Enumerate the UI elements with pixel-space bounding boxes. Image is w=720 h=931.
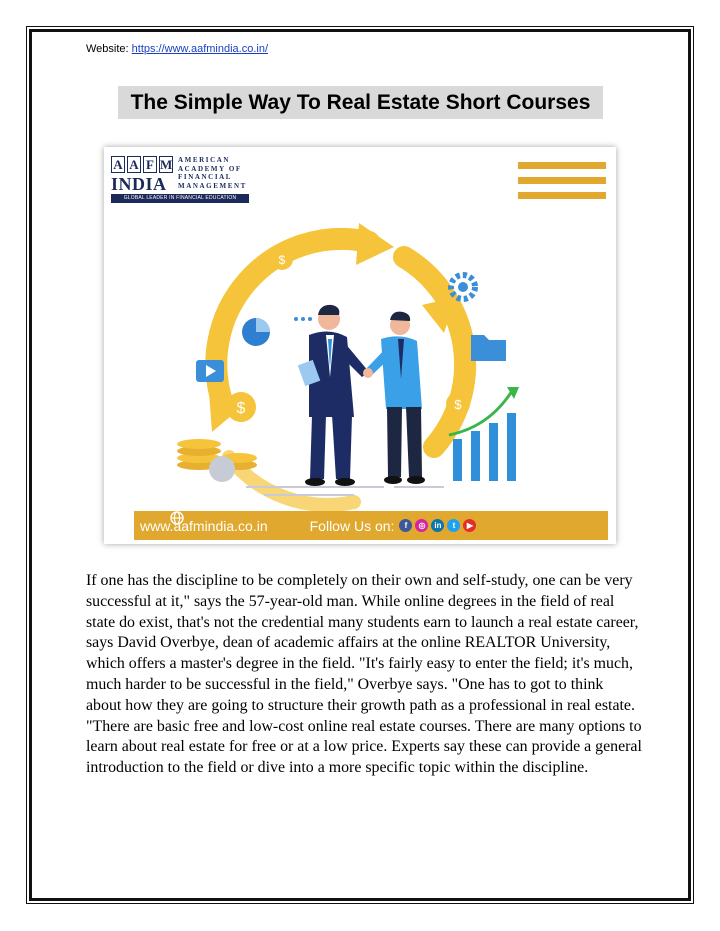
- banner-image: [104, 147, 616, 544]
- logo-tagline: GLOBAL LEADER IN FINANCIAL EDUCATION: [111, 194, 249, 203]
- page-title: The Simple Way To Real Estate Short Courses: [118, 86, 603, 119]
- youtube-icon: ▶: [463, 519, 476, 532]
- globe-icon: [170, 511, 184, 525]
- dots-decoration: [294, 317, 312, 321]
- businessman-left: [298, 305, 369, 486]
- logo-name-line: MANAGEMENT: [178, 181, 247, 190]
- instagram-icon: ◎: [415, 519, 428, 532]
- linkedin-icon: in: [431, 519, 444, 532]
- twitter-icon: t: [447, 519, 460, 532]
- logo-letter: A: [111, 156, 125, 173]
- businessman-right: [363, 312, 425, 484]
- logo-name: [178, 156, 248, 190]
- aafm-logo: [111, 156, 247, 201]
- pie-chart-icon: [242, 318, 270, 346]
- banner-footer-bar: [134, 511, 608, 540]
- footer-follow-label: Follow Us on:: [309, 517, 395, 534]
- social-icons: [399, 519, 476, 532]
- logo-letter: A: [127, 156, 141, 173]
- body-paragraph: If one has the discipline to be completely on their own and self-study, one can be very successful at it," says the 57-year-old man. While online degrees in the field of real state do exist, that's not the credential many students earn to launch a real estate career, says David Overbye, dean of academic affairs at the online REALTOR University, which offers a master's degree in the field. "It's fairly easy to enter the field; it's much, much harder to be successful in the field," Overbye says. "One has to got to think about how they are going to structure their growth path as a professional in real estate. "There are basic free and low-cost online real estate courses. There are many options to learn about real estate for free or at a low price. Experts say these can provide a general introduction to the field or dive into a more specific topic within the discipline.: [86, 572, 642, 777]
- svg-text:$: $: [278, 253, 286, 267]
- facebook-icon: f: [399, 519, 412, 532]
- website-label: Website:: [86, 43, 129, 55]
- svg-text:$: $: [236, 400, 246, 417]
- video-icon: [196, 360, 224, 382]
- logo-name-line: FINANCIAL: [178, 173, 233, 182]
- logo-letter: F: [143, 156, 157, 173]
- logo-india: INDIA: [111, 174, 167, 194]
- banner-illustration: [104, 147, 616, 544]
- folder-icon: [471, 335, 506, 361]
- logo-name-line: AMERICAN: [178, 156, 231, 164]
- footer-url: www.aafmindia.co.in: [140, 517, 268, 534]
- svg-text:$: $: [454, 397, 462, 412]
- logo-letter: M: [160, 157, 173, 172]
- website-link[interactable]: https://www.aafmindia.co.in/: [131, 43, 268, 55]
- menu-lines-icon: [518, 162, 606, 199]
- website-line: [86, 43, 268, 55]
- logo-name-line: ACADEMY OF: [178, 164, 242, 173]
